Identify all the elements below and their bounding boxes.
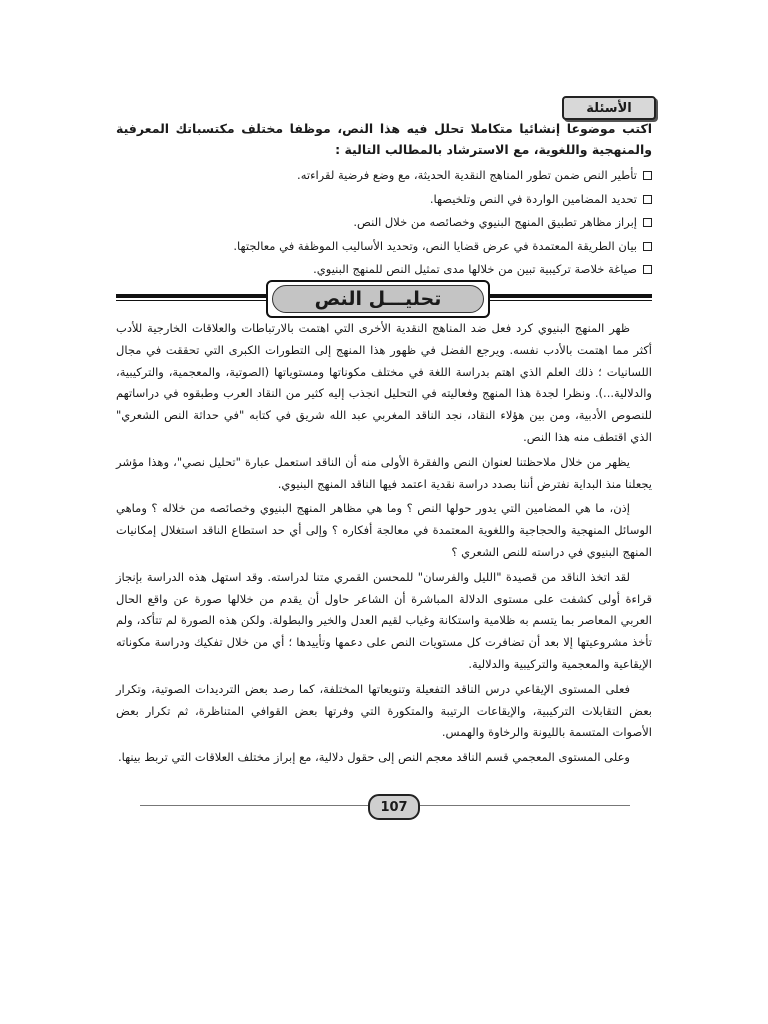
- question-item-text: إبراز مظاهر تطبيق المنهج البنيوي وخصائصه من خلال النص.: [353, 215, 637, 229]
- question-item: [132, 211, 652, 235]
- questions-label: [562, 96, 656, 120]
- question-item: [132, 164, 652, 188]
- question-item-text: بيان الطريقة المعتمدة في عرض قضايا النص، وتحديد الأساليب الموظفة في معالجتها.: [233, 238, 637, 253]
- analysis-paragraph: يظهر من خلال ملاحظتنا لعنوان النص والفقرة الأولى منه أن الناقد استعمل عبارة "تحليل نصي"، وهذا مؤشر يجعلنا منذ البداية نفترض أننا بصدد دراسة نقدية اعتمد فيها الناقد المنهج البنيوي.: [116, 454, 652, 491]
- square-bullet-icon: [643, 265, 652, 274]
- questions-intro: اكتب موضوعا إنشائيا متكاملا تحلل فيه هذا النص، موظفا مختلف مكتسباتك المعرفية والمنهجية واللغوية، مع الاسترشاد بالمطالب التالية :: [116, 121, 652, 157]
- questions-label-text: الأسئلة: [586, 100, 632, 116]
- questions-list: [132, 164, 652, 282]
- square-bullet-icon: [643, 195, 652, 204]
- question-item: [132, 258, 652, 282]
- square-bullet-icon: [643, 218, 652, 227]
- page-number: 107: [368, 794, 420, 820]
- section-title: تحليـــل النص: [272, 285, 484, 313]
- question-item: [132, 188, 652, 212]
- section-banner: [116, 280, 652, 316]
- analysis-paragraph: ظهر المنهج البنيوي كرد فعل ضد المناهج النقدية الأخرى التي اهتمت بالارتباطات والعلاقات الخارجية للأدب أكثر مما اهتمت بالأدب نفسه. ويرجع الفضل في ظهور هذا المنهج إلى التطورات الكبرى التي تحققت في مجال اللسانيات ؛ ذلك العلم الذي اهتم بدراسة اللغة في مختلف مكوناتها ومستوياتها (الصوتية، والمعجمية، والتركيبية، والدلالية...). ونظرا لجدة هذا المنهج وفعاليته في التحليل انجذب إليه كثير من النقاد العرب وطبقوه في دراساتهم للنصوص الأدبية، ومن بين هؤلاء النقاد، نجد الناقد المغربي عبد الله شريق في كتابه "في حداثة النص الشعري" الذي اقتطف منه هذا النص.: [116, 321, 652, 444]
- question-item-text: تأطير النص ضمن تطور المناهج النقدية الحديثة، مع وضع فرضية لقراءته.: [297, 168, 637, 182]
- analysis-paragraph: فعلى المستوى الإيقاعي درس الناقد التفعيلة وتنويعاتها المختلفة، كما رصد بعض الترديدات الصوتية، وتكرار بعض التقابلات التركيبية، والإيقاعات الرتيبة والمتكورة التي وفرتها بعض القوافي المتناظرة، ثم تكرار بعض الأصوات المتسمة بالليونة والرخاوة والهمس.: [116, 681, 652, 740]
- analysis-body: [116, 318, 652, 772]
- question-item-text: تحديد المضامين الواردة في النص وتلخيصها.: [429, 191, 637, 206]
- analysis-paragraph: لقد اتخذ الناقد من قصيدة "الليل والفرسان" للمحسن القمري متنا لدراسته. وقد استهل هذه الدراسة بإنجاز قراءة أولى كشفت على مستوى الدلالة المباشرة أن الشاعر حاول أن يقدم من خلالها صورة عن واقع الحال العربي المعاصر بما يتسم به ظلامية واستكانة وغياب لقيم العدل والخير والبطولة. ولكن هذه الصورة لم تتأكد، ولم تأخذ مشروعيتها إلا بعد أن تضافرت كل مستويات النص على دعمها وتأييدها ؛ أي من خلال تفكيك ودراسة مكوناته الإيقاعية والمعجمية والتركيبية والدلالية.: [116, 569, 652, 671]
- question-item: [132, 235, 652, 259]
- analysis-paragraph: وعلى المستوى المعجمي قسم الناقد معجم النص إلى حقول دلالية، مع إبراز مختلف العلاقات التي تربط بينها.: [117, 750, 630, 765]
- analysis-paragraph: إذن، ما هي المضامين التي يدور حولها النص ؟ وما هي مظاهر المنهج البنيوي وخصائصه من خلاله ؟ وماهي الوسائل المنهجية والحجاجية واللغوية المعتمدة في معالجة أفكاره ؟ وإلى أي حد استطاع الناقد استغلال إمكانيات المنهج البنيوي في دراسته للنص الشعري ؟: [116, 501, 652, 559]
- question-item-text: صياغة خلاصة تركيبية تبين من خلالها مدى تمثيل النص للمنهج البنيوي.: [313, 262, 637, 276]
- section-title-frame: [266, 280, 490, 318]
- square-bullet-icon: [643, 171, 652, 180]
- square-bullet-icon: [643, 242, 652, 251]
